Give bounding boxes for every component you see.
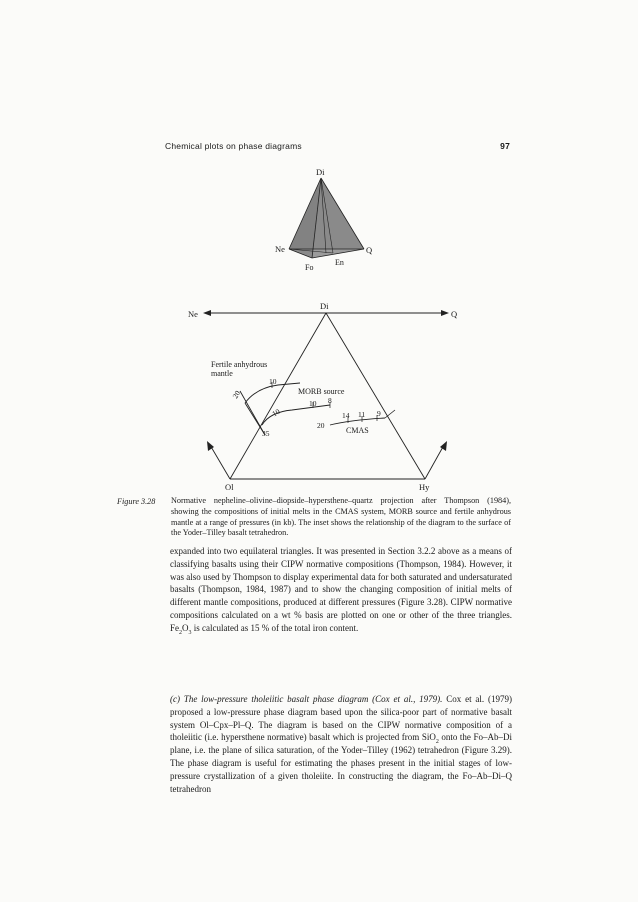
di-ol-edge [230, 313, 326, 479]
paragraph-2-text-a: Cox et al. (1979) proposed a low-pressure phase diagram based upon the silica-poor part of normative basalt system Ol–Cpx–Pl–Q. The diagram is based on the CIPW normative composition of a tholeiitic (i.e. hypersthene normative) basalt which is projected from SiO [170, 694, 512, 743]
paragraph-2 [170, 693, 512, 795]
pressure-label: 8 [328, 396, 332, 405]
main-label-q: Q [451, 309, 458, 319]
pressure-label: 10 [269, 377, 277, 386]
paragraph-2-sub: 2 [435, 739, 439, 746]
section-heading: (c) The low-pressure tholeiitic basalt phase diagram (Cox et al., 1979). [170, 694, 443, 704]
inset-label-ne: Ne [275, 244, 285, 254]
inset-label-q: Q [366, 245, 373, 255]
main-label-ne: Ne [188, 309, 198, 319]
paragraph-1-end: is calculated as 15 % of the total iron content. [191, 622, 359, 633]
hy-arrow-line [425, 445, 444, 479]
main-label-di: Di [320, 301, 329, 311]
pressure-label: 9 [377, 409, 381, 418]
pressure-label: 20 [317, 421, 325, 430]
inset-tetrahedron [289, 178, 364, 258]
inset-label-di: Di [316, 167, 325, 177]
label-morb-source: MORB source [298, 387, 345, 396]
ol-arrow-line [210, 445, 230, 479]
pressure-label: 20 [230, 388, 243, 400]
figure-caption: Normative nepheline–olivine–diopside–hypersthene–quartz projection after Thompson (1984), showing the compositions of initial melts in the CMAS system, MORB source and fertile anhydrous mantle at a range of pressures (in kb). The inset shows the relationship of the diagram to the surface of the Yoder–Tilley basalt tetrahedron. [171, 496, 511, 538]
di-hy-edge [326, 313, 425, 479]
page-number: 97 [500, 141, 510, 151]
main-label-hy: Hy [419, 482, 430, 492]
running-title: Chemical plots on phase diagrams [165, 141, 302, 151]
figure-label: Figure 3.28 [117, 497, 156, 506]
label-cmas: CMAS [346, 426, 369, 435]
q-arrowhead [441, 310, 449, 316]
paragraph-1-sub: 2 [179, 629, 182, 636]
pressure-label: 10 [309, 399, 317, 408]
pressure-label: 35 [262, 429, 270, 438]
pressure-label: 11 [358, 410, 366, 419]
inset-label-en: En [335, 258, 344, 267]
pressure-label: 10 [270, 406, 282, 419]
inset-label-fo: Fo [305, 263, 314, 272]
fertile-mantle-curve [245, 383, 300, 403]
label-fertile-line2: mantle [211, 369, 233, 378]
paragraph-1-mid: O [182, 622, 189, 633]
label-fertile-line1: Fertile anhydrous [211, 360, 268, 369]
main-label-ol: Ol [225, 482, 234, 492]
paragraph-1-text: expanded into two equilateral triangles. It was presented in Section 3.2.2 above as a means of classifying basalts using their CIPW normative compositions (Thompson, 1984). However, it was also used by Thompson to display experimental data for both saturated and undersaturated basalts (Thompson, 1984, 1987) and to show the changing composition of initial melts of different mantle compositions, produced at different pressures (Figure 3.28). CIPW normative compositions calculated on a wt % basis are plotted on one or other of the three triangles. Fe [170, 546, 512, 633]
paragraph-1-sub2: 3 [188, 629, 192, 636]
paragraph-1 [170, 545, 512, 635]
paragraph-2-text-b: onto the Fo–Ab–Di plane, i.e. the plane of silica saturation, of the Yoder–Tilley (1962) tetrahedron (Figure 3.29). The phase diagram is useful for estimating the phases present in the initial stages of low-pressure crystallization of a given tholeiite. In constructing the diagram, the Fo–Ab–Di–Q tetrahedron [170, 732, 512, 794]
pressure-label: 14 [342, 411, 350, 420]
ne-arrowhead [203, 310, 211, 316]
